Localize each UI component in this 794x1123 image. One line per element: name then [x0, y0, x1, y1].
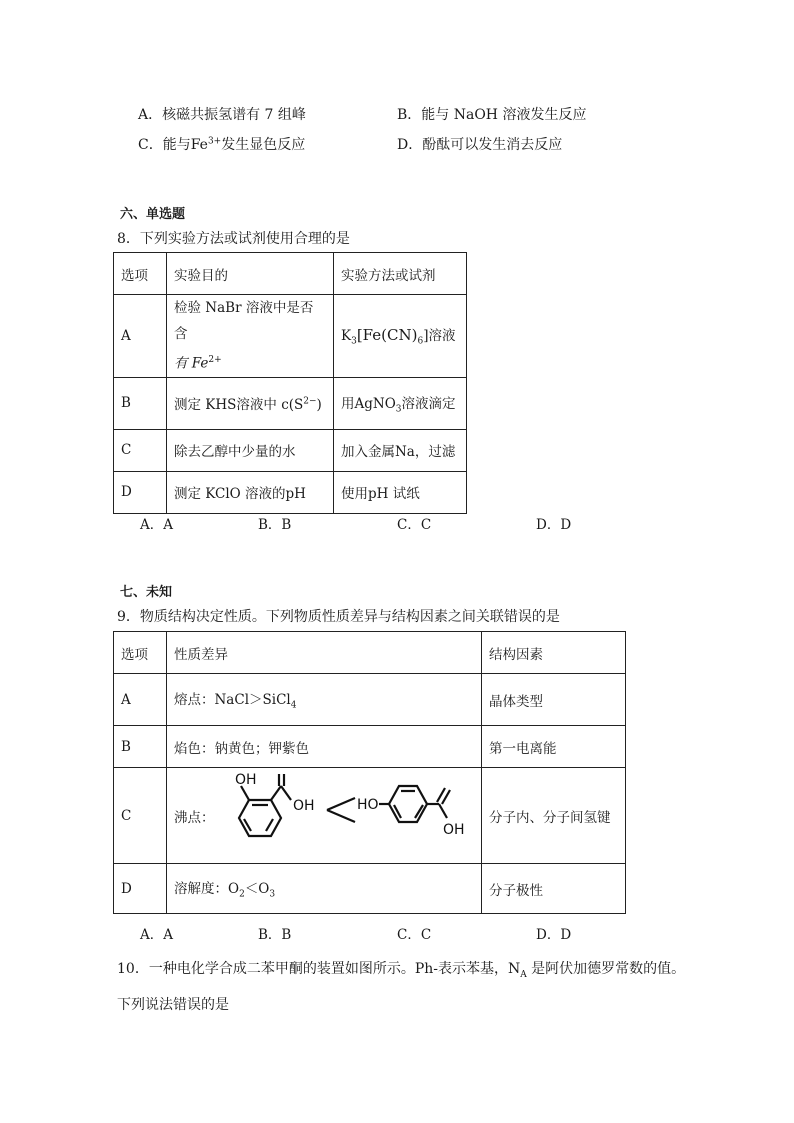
factor-cell: 分子极性	[482, 864, 626, 914]
header-cell: 性质差异	[167, 632, 482, 674]
difference-cell: 焰色：钠黄色；钾紫色	[167, 726, 482, 768]
difference-cell: 熔点：NaCl＞SiCl$_4$	[167, 674, 482, 726]
q9-answer-c: C．C	[397, 927, 432, 943]
q9-answer-d: D．D	[536, 927, 572, 943]
q8-answer-c: C．C	[397, 517, 432, 533]
option-cell: C	[114, 768, 167, 864]
q9-table	[113, 631, 626, 914]
method-cell: 用AgNO$_3$溶液滴定	[334, 377, 467, 429]
svg-text:OH: OH	[235, 772, 257, 788]
factor-cell: 晶体类型	[482, 674, 626, 726]
option-cell: A	[114, 674, 167, 726]
method-cell: 使用pH 试纸	[334, 471, 467, 513]
table-header-row	[114, 253, 467, 295]
header-cell: 选项	[114, 632, 167, 674]
difference-cell: 溶解度：$O_2<O_3$	[167, 864, 482, 914]
q9-stem: 9．物质结构决定性质。下列物质性质差异与结构因素之间关联错误的是	[117, 609, 560, 625]
method-cell: 加入金属Na，过滤	[334, 429, 467, 471]
table-header-row	[114, 632, 626, 674]
factor-cell: 第一电离能	[482, 726, 626, 768]
svg-text:OH: OH	[293, 798, 315, 814]
option-cell: C	[114, 429, 167, 471]
header-cell: 实验方法或试剂	[334, 253, 467, 295]
factor-cell: 分子内、分子间氢键	[482, 768, 626, 864]
purpose-cell: 除去乙醇中少量的水	[167, 429, 334, 471]
option-cell: B	[114, 726, 167, 768]
option-cell: D	[114, 471, 167, 513]
table-row	[114, 726, 626, 768]
q8-answer-a: A．A	[140, 517, 173, 533]
option-cell: B	[114, 377, 167, 429]
q7-option-d: D．酚酞可以发生消去反应	[397, 137, 563, 153]
q8-table	[113, 252, 467, 514]
q7-option-a: A．核磁共振氢谱有 7 组峰	[138, 107, 306, 123]
q7-option-c: C．能与$Fe^{3+}$发生显色反应	[138, 136, 306, 153]
q7-option-b: B．能与 NaOH 溶液发生反应	[397, 107, 587, 123]
purpose-cell: 测定 KClO 溶液的pH	[167, 471, 334, 513]
difference-cell: 沸点： OH OH HO OH	[167, 768, 482, 864]
q9-answer-b: B．B	[258, 927, 292, 943]
svg-text:HO: HO	[357, 797, 379, 813]
table-row	[114, 377, 467, 429]
table-row	[114, 471, 467, 513]
header-cell: 实验目的	[167, 253, 334, 295]
header-cell: 结构因素	[482, 632, 626, 674]
q8-stem: 8．下列实验方法或试剂使用合理的是	[117, 231, 350, 247]
purpose-cell: 检验 NaBr 溶液中是否含 有 $Fe^{2+}$	[167, 295, 334, 378]
table-row	[114, 295, 467, 378]
table-row	[114, 768, 626, 864]
q8-answer-b: B．B	[258, 517, 292, 533]
section-heading-6: 六、单选题	[120, 207, 186, 222]
svg-text:OH: OH	[443, 822, 465, 838]
purpose-cell: 测定 KHS溶液中 $c(S^{2-})$	[167, 377, 334, 429]
q9-answer-a: A．A	[140, 927, 173, 943]
table-row	[114, 864, 626, 914]
option-cell: A	[114, 295, 167, 378]
salicylic-acid-structure	[217, 772, 467, 860]
header-cell: 选项	[114, 253, 167, 295]
table-row	[114, 674, 626, 726]
option-cell: D	[114, 864, 167, 914]
method-cell: $K_3[Fe(CN)_6]$溶液	[334, 295, 467, 378]
section-heading-7: 七、未知	[120, 585, 173, 600]
table-row	[114, 429, 467, 471]
q10-stem-line1: 10．一种电化学合成二苯甲酮的装置如图所示。Ph-表示苯基，$N_A$ 是阿伏加德罗常数的值。	[117, 961, 686, 980]
q8-answer-d: D．D	[536, 517, 572, 533]
q10-stem-line2: 下列说法错误的是	[117, 997, 229, 1013]
